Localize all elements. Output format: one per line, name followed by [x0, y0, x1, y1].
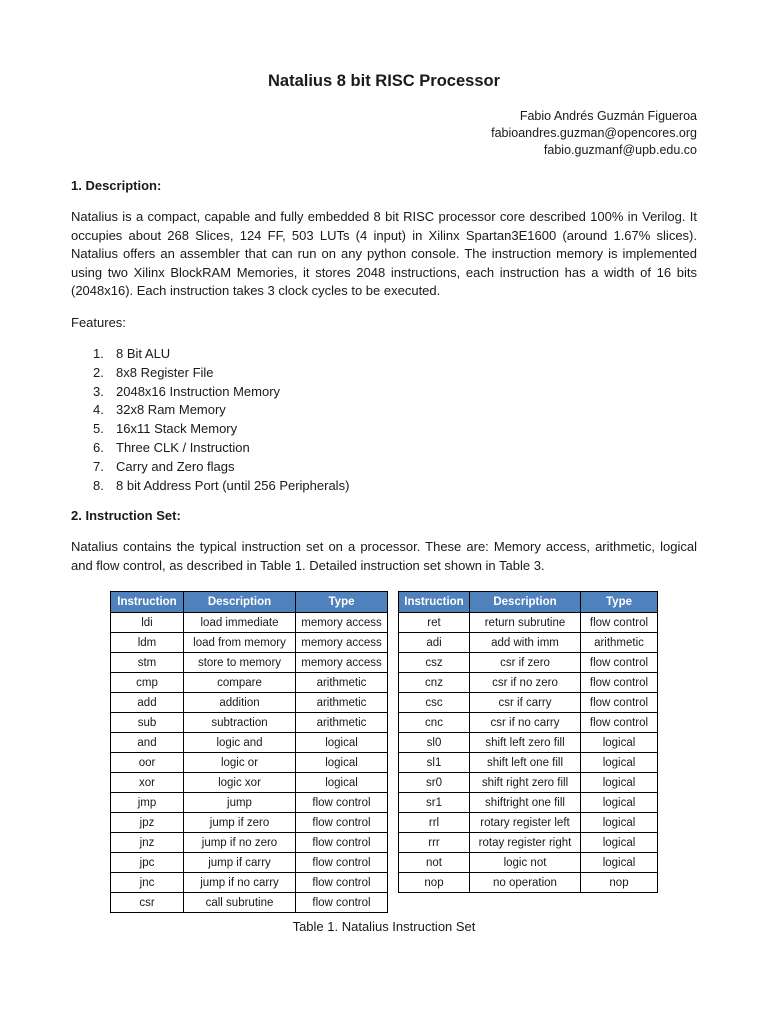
table-row — [399, 733, 658, 753]
instruction-table-left — [110, 591, 388, 913]
table-cell: logical — [581, 813, 658, 833]
table-cell: nop — [581, 873, 658, 893]
table-cell: flow control — [296, 813, 388, 833]
table-cell: flow control — [296, 893, 388, 913]
table-cell: store to memory — [184, 653, 296, 673]
feature-number: 2. — [93, 364, 104, 380]
table-row — [111, 833, 388, 853]
table-row — [399, 653, 658, 673]
table-cell: jump if no zero — [184, 833, 296, 853]
table-row — [111, 753, 388, 773]
feature-number: 5. — [93, 421, 104, 437]
table-cell: csc — [399, 693, 470, 713]
feature-text: 16x11 Stack Memory — [116, 421, 238, 437]
features-list — [71, 345, 349, 495]
table-row — [399, 673, 658, 693]
table-cell: ret — [399, 613, 470, 633]
table-cell: logic or — [184, 753, 296, 773]
table-cell: nop — [399, 873, 470, 893]
feature-text: Carry and Zero flags — [116, 458, 235, 474]
table-row — [399, 773, 658, 793]
table-cell: adi — [399, 633, 470, 653]
table-cell: flow control — [581, 613, 658, 633]
table-row — [399, 693, 658, 713]
table-caption: Table 1. Natalius Instruction Set — [292, 919, 476, 934]
table-row — [399, 633, 658, 653]
table-cell: logical — [581, 793, 658, 813]
table-cell: addition — [184, 693, 296, 713]
table-cell: compare — [184, 673, 296, 693]
table-row — [399, 813, 658, 833]
feature-item — [71, 345, 349, 364]
table-row — [111, 733, 388, 753]
table-cell: csz — [399, 653, 470, 673]
table-row — [399, 713, 658, 733]
table-row — [111, 673, 388, 693]
table-cell: logical — [296, 773, 388, 793]
features-label: Features: — [71, 315, 126, 330]
table-cell: shift left one fill — [470, 753, 581, 773]
document-title: Natalius 8 bit RISC Processor — [268, 72, 500, 90]
table-row — [111, 873, 388, 893]
feature-number: 6. — [93, 439, 104, 455]
table-cell: subtraction — [184, 713, 296, 733]
table-cell: jpz — [111, 813, 184, 833]
table-row — [111, 793, 388, 813]
table-cell: cnz — [399, 673, 470, 693]
table-cell: flow control — [296, 873, 388, 893]
table-cell: logical — [581, 753, 658, 773]
table-row — [399, 753, 658, 773]
table-cell: load from memory — [184, 633, 296, 653]
table-header-cell: Type — [296, 592, 388, 613]
feature-number: 4. — [93, 402, 104, 418]
table-cell: cnc — [399, 713, 470, 733]
table-cell: arithmetic — [296, 693, 388, 713]
table-cell: ldi — [111, 613, 184, 633]
table-cell: rrr — [399, 833, 470, 853]
table-header-cell: Type — [581, 592, 658, 613]
table-cell: rrl — [399, 813, 470, 833]
author-email-upb: fabio.guzmanf@upb.edu.co — [543, 143, 697, 157]
table-row — [111, 633, 388, 653]
table-cell: cmp — [111, 673, 184, 693]
table-cell: sl0 — [399, 733, 470, 753]
feature-text: 8 bit Address Port (until 256 Peripherals) — [116, 477, 350, 493]
feature-item — [71, 439, 349, 458]
table-header-cell: Instruction — [111, 592, 184, 613]
table-cell: memory access — [296, 613, 388, 633]
table-cell: logical — [581, 853, 658, 873]
table-cell: jump if no carry — [184, 873, 296, 893]
table-row — [111, 613, 388, 633]
table-cell: logical — [296, 733, 388, 753]
table-row — [111, 773, 388, 793]
table-row — [399, 613, 658, 633]
feature-item — [71, 458, 349, 477]
table-row — [399, 833, 658, 853]
feature-item — [71, 477, 349, 496]
table-cell: shift right zero fill — [470, 773, 581, 793]
table-cell: logic and — [184, 733, 296, 753]
author-block — [491, 108, 697, 159]
table-row — [111, 893, 388, 913]
feature-item — [71, 401, 349, 420]
table-cell: shiftright one fill — [470, 793, 581, 813]
table-cell: flow control — [581, 653, 658, 673]
table-header-row — [399, 592, 658, 613]
table-cell: no operation — [470, 873, 581, 893]
table-cell: logic xor — [184, 773, 296, 793]
instruction-table-right — [398, 591, 658, 893]
table-row — [399, 873, 658, 893]
feature-text: 2048x16 Instruction Memory — [116, 383, 281, 399]
instruction-set-paragraph: Natalius contains the typical instruction set on a processor. These are: Memory access, arithmetic, logical and flow control, as described in Table 1. Detailed instruction set shown in Table 3. — [71, 539, 697, 573]
table-cell: jump if zero — [184, 813, 296, 833]
feature-item — [71, 383, 349, 402]
table-cell: ldm — [111, 633, 184, 653]
table-cell: csr if no zero — [470, 673, 581, 693]
table-cell: stm — [111, 653, 184, 673]
table-cell: flow control — [581, 673, 658, 693]
table-cell: sr1 — [399, 793, 470, 813]
table-cell: jnz — [111, 833, 184, 853]
table-cell: csr if no carry — [470, 713, 581, 733]
feature-text: 8x8 Register File — [116, 364, 214, 380]
table-cell: arithmetic — [296, 713, 388, 733]
table-cell: flow control — [581, 713, 658, 733]
table-cell: jnc — [111, 873, 184, 893]
table-cell: logical — [581, 773, 658, 793]
table-cell: return subrutine — [470, 613, 581, 633]
table-cell: logical — [581, 833, 658, 853]
table-row — [399, 793, 658, 813]
table-cell: arithmetic — [581, 633, 658, 653]
table-cell: memory access — [296, 633, 388, 653]
table-cell: sub — [111, 713, 184, 733]
table-cell: memory access — [296, 653, 388, 673]
feature-item — [71, 364, 349, 383]
table-cell: csr if zero — [470, 653, 581, 673]
table-cell: csr — [111, 893, 184, 913]
section-heading-description: 1. Description: — [71, 178, 162, 193]
table-cell: sl1 — [399, 753, 470, 773]
table-cell: shift left zero fill — [470, 733, 581, 753]
table-cell: flow control — [296, 853, 388, 873]
feature-item — [71, 420, 349, 439]
table-header-cell: Instruction — [399, 592, 470, 613]
table-cell: logic not — [470, 853, 581, 873]
table-row — [111, 653, 388, 673]
table-row — [111, 853, 388, 873]
table-cell: flow control — [296, 833, 388, 853]
table-row — [111, 813, 388, 833]
table-cell: logical — [581, 733, 658, 753]
table-cell: flow control — [296, 793, 388, 813]
table-cell: not — [399, 853, 470, 873]
table-cell: sr0 — [399, 773, 470, 793]
table-cell: rotay register right — [470, 833, 581, 853]
feature-text: 32x8 Ram Memory — [116, 402, 226, 418]
table-cell: xor — [111, 773, 184, 793]
table-header-row — [111, 592, 388, 613]
table-cell: oor — [111, 753, 184, 773]
table-cell: jpc — [111, 853, 184, 873]
table-cell: flow control — [581, 693, 658, 713]
table-cell: jump — [184, 793, 296, 813]
feature-number: 1. — [93, 346, 104, 361]
description-paragraph: Natalius is a compact, capable and fully embedded 8 bit RISC processor core described 100% in Verilog. It occupies about 268 Slices, 124 FF, 503 LUTs (4 input) in Xilinx Spartan3E1600 (around 1.67% slices). Natalius offers an assembler that can run on any python console. The instruction memory is implemented using two Xilinx BlockRAM Memories, it stores 2048 instructions, each instruction has a width of 16 bits (2048x16). Each instruction takes 3 clock cycles to be executed. — [71, 209, 697, 299]
table-cell: logical — [296, 753, 388, 773]
table-cell: jmp — [111, 793, 184, 813]
table-cell: add — [111, 693, 184, 713]
table-cell: load immediate — [184, 613, 296, 633]
table-row — [111, 693, 388, 713]
table-cell: jump if carry — [184, 853, 296, 873]
table-row — [399, 853, 658, 873]
feature-text: Three CLK / Instruction — [116, 439, 250, 455]
author-name: Fabio Andrés Guzmán Figueroa — [519, 109, 697, 123]
section-heading-instruction-set: 2. Instruction Set: — [71, 508, 181, 523]
table-cell: rotary register left — [470, 813, 581, 833]
feature-text: 8 Bit ALU — [116, 346, 171, 361]
feature-number: 7. — [93, 458, 104, 474]
feature-number: 3. — [93, 383, 104, 399]
table-header-cell: Description — [184, 592, 296, 613]
table-header-cell: Description — [470, 592, 581, 613]
table-cell: arithmetic — [296, 673, 388, 693]
table-cell: and — [111, 733, 184, 753]
table-cell: call subrutine — [184, 893, 296, 913]
table-cell: csr if carry — [470, 693, 581, 713]
table-row — [111, 713, 388, 733]
feature-number: 8. — [93, 477, 104, 493]
author-email-opencores: fabioandres.guzman@opencores.org — [491, 126, 697, 140]
table-cell: add with imm — [470, 633, 581, 653]
